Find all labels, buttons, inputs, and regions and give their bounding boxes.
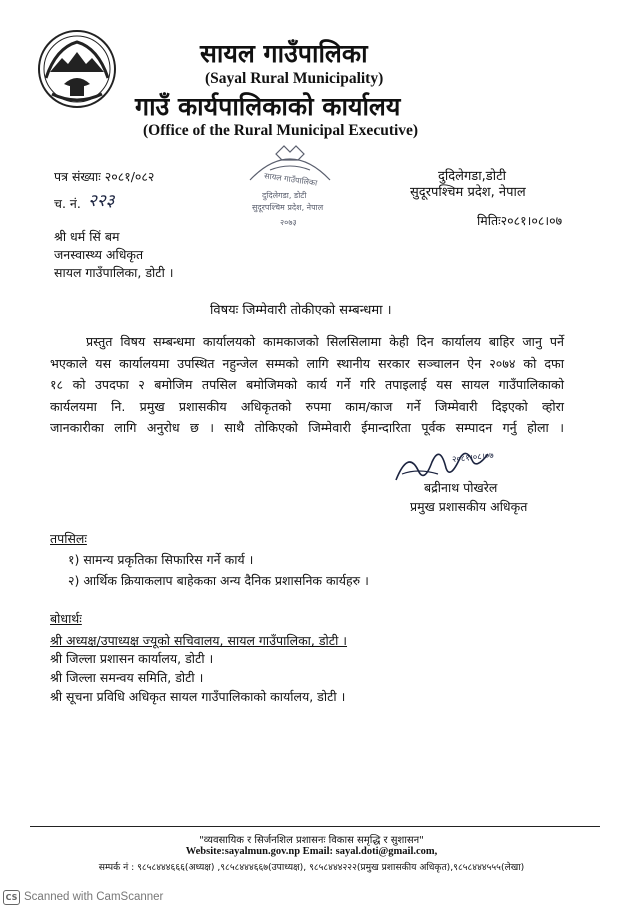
body-line-1: प्रस्तुत विषय सम्बन्धमा कार्यालयको कामकाजको सिलसिलामा केही दिन कार्यालय बाहिर जानु पर्ने: [86, 334, 564, 349]
letter-date: मितिः२०८१।०८।०७: [477, 213, 563, 228]
office-title-np: गाउँ कार्यपालिकाको कार्यालय: [135, 92, 401, 121]
tapasil-item-2: २) आर्थिक क्रियाकलाप बाहेकका अन्य दैनिक प्रशासनिक कार्यहरु ।: [68, 573, 369, 588]
signatory-designation: प्रमुख प्रशासकीय अधिकृत: [410, 499, 528, 514]
office-address-line2: सुदूरपश्चिम प्रदेश, नेपाल: [410, 185, 526, 200]
body-line-3: १८ को उपदफा २ बमोजिम तपसिल बमोजिमको कार्य गर्ने गरि तपाइलाई यस सायल गाउँपालिकाको: [50, 377, 564, 392]
tapasil-item-1: १) सामन्य प्रकृतिका सिफारिस गर्ने कार्य ।: [68, 552, 254, 567]
camscanner-logo-text: CS: [5, 893, 18, 902]
camscanner-watermark-text: Scanned with CamScanner: [24, 891, 164, 903]
camscanner-logo: [3, 890, 20, 905]
bodharth-item-4: श्री सूचना प्रविधि अधिकृत सायल गाउँपालिकाको कार्यालय, डोटी ।: [50, 689, 346, 704]
dispatch-number-label: च. नं.: [54, 196, 81, 211]
stamp-year: २०७३: [280, 218, 297, 227]
letter-subject: विषयः जिम्मेवारी तोकीएको सम्बन्धमा ।: [210, 303, 392, 318]
emblem-icon: [36, 28, 118, 110]
footer-divider: [30, 826, 600, 827]
stamp-center-line2: सुदूरपश्चिम प्रदेश, नेपाल: [252, 203, 324, 212]
letter-reference-number: पत्र संख्याः २०८१/०८२: [54, 169, 155, 184]
body-line-4: कार्यलयमा नि. प्रमुख प्रशासकीय अधिकृतको रुपमा काम/काज गर्ने जिम्मेवारी दिइएको व्होरा: [50, 399, 564, 414]
tapasil-heading: तपसिलः: [50, 531, 87, 546]
official-stamp: [240, 140, 340, 236]
dispatch-number-handwritten: २२३: [88, 191, 115, 211]
bodharth-heading: बोधार्थः: [50, 611, 82, 626]
body-line-5: जानकारीका लागि अनुरोध छ । साथै तोकिएको जिम्मेवारी ईमान्दारिता पूर्वक सम्पादन गर्नु होला ।: [50, 420, 564, 435]
recipient-office: सायल गाउँपालिका, डोटी ।: [54, 265, 174, 280]
bodharth-item-2: श्री जिल्ला प्रशासन कार्यालय, डोटी ।: [50, 651, 214, 666]
recipient-name: श्री धर्म सिं बम: [54, 229, 120, 244]
bodharth-item-1: श्री अध्यक्ष/उपाध्यक्ष ज्यूको सचिवालय, सायल गाउँपालिका, डोटी ।: [50, 633, 348, 648]
office-address-line1: दुदिलेगडा,डोटी: [438, 169, 507, 184]
footer-phones: सम्पर्क नं : ९८५८४४४६६६(अध्यक्ष) ,९८५८४४४६६७(उपाध्यक्ष), ९८५८४४४२२२(प्रमुख प्रशासकीय अधिकृत),९८५८४४४५५५(लेखा): [98, 862, 525, 873]
signatory-name: बद्रीनाथ पोखरेल: [424, 480, 498, 495]
signature-date-note: २०८१।०८।०७: [451, 450, 495, 466]
body-line-2: भएकाले यस कार्यालयमा उपस्थित नहुन्जेल सम्मको लागि स्थानीय सरकार सञ्चालन ऐन २०७४ को दफा: [50, 356, 564, 371]
office-title-en: (Office of the Rural Municipal Executive): [143, 122, 419, 139]
bodharth-item-3: श्री जिल्ला समन्वय समिति, डोटी ।: [50, 670, 204, 685]
stamp-center-line1: दुदिलेगडा, डोटी: [262, 191, 307, 200]
recipient-designation: जनस्वास्थ्य अधिकृत: [54, 247, 144, 262]
footer-web-email: Website:sayalmun.gov.np Email: sayal.doti@gmail.com,: [185, 846, 438, 857]
stamp-ring-text: सायल गाउँपालिका: [263, 171, 318, 188]
municipality-title-en: (Sayal Rural Municipality): [205, 70, 384, 87]
municipality-title-np: सायल गाउँपालिका: [200, 39, 368, 68]
footer-slogan: "व्यवसायिक र सिर्जनशिल प्रशासनः विकास समृद्धि र सुशासन": [199, 835, 424, 846]
nepal-emblem: [36, 28, 118, 110]
